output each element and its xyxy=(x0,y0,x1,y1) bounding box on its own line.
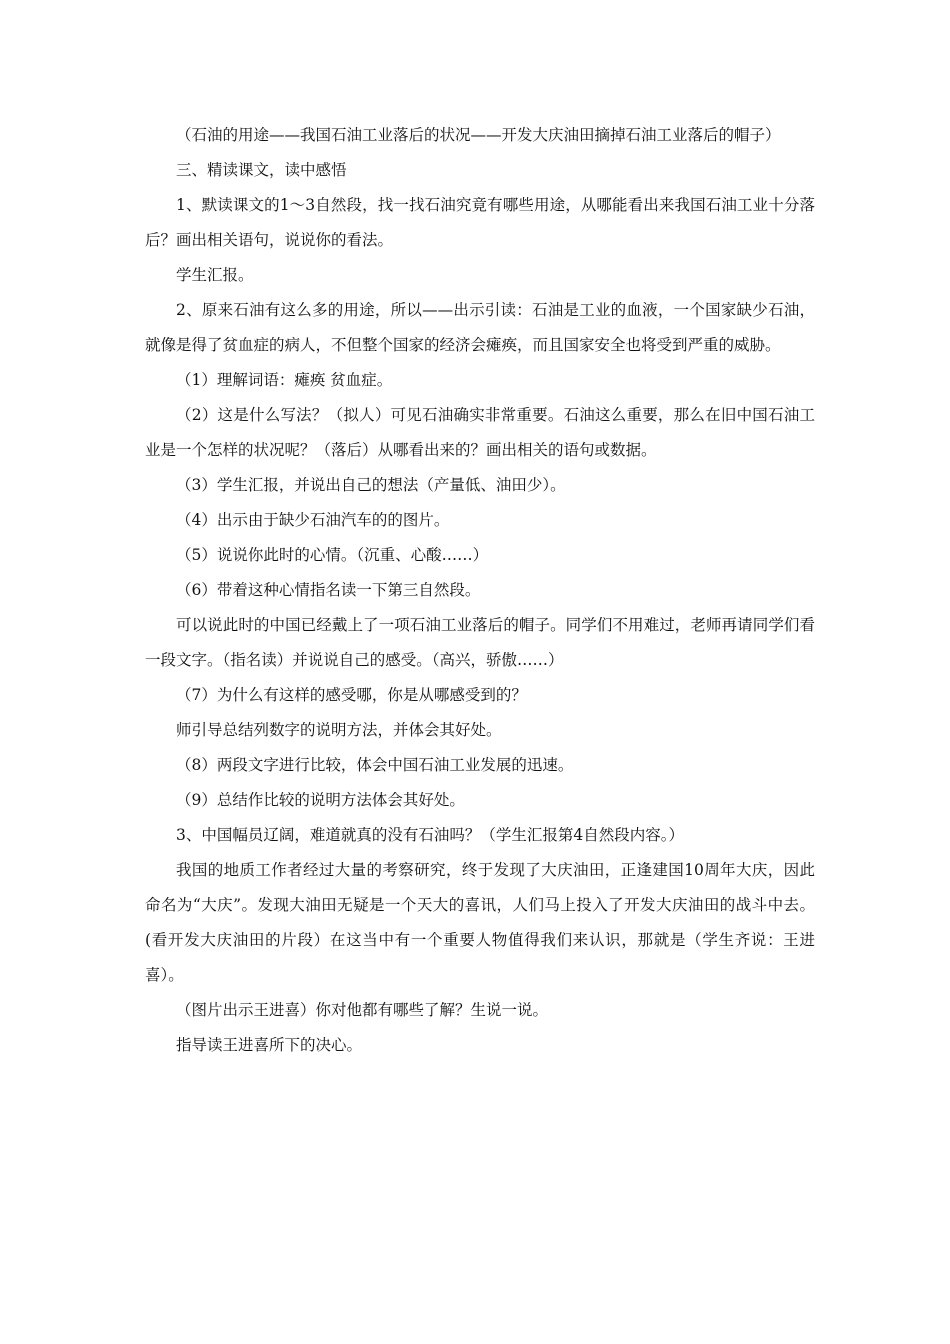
paragraph-item-1: （1）理解词语：瘫痪 贫血症。 xyxy=(176,371,393,389)
paragraph-item-6: （6）带着这种心情指名读一下第三自然段。 xyxy=(176,581,481,599)
paragraph: 师引导总结列数字的说明方法，并体会其好处。 xyxy=(176,721,502,739)
paragraph-step-2: 2、原来石油有这么多的用途，所以——出示引读：石油是工业的血液，一个国家缺少石油，就像是得了贫血症的病人，不但整个国家的经济会瘫痪，而且国家安全也将受到严重的威胁。 xyxy=(145,301,815,354)
paragraph-step-1: 1、默读课文的1～3自然段，找一找石油究竟有哪些用途，从哪能看出来我国石油工业十分落后？画出相关语句，说说你的看法。 xyxy=(145,196,815,249)
paragraph-outline: （石油的用途——我国石油工业落后的状况——开发大庆油田摘掉石油工业落后的帽子） xyxy=(176,126,781,144)
section-heading: 三、精读课文，读中感悟 xyxy=(176,161,347,179)
paragraph-item-7: （7）为什么有这样的感受哪，你是从哪感受到的？ xyxy=(176,686,527,704)
paragraph-item-5: （5）说说你此时的心情。（沉重、心酸……） xyxy=(176,546,489,564)
paragraph-item-9: （9）总结作比较的说明方法体会其好处。 xyxy=(176,791,465,809)
paragraph: （图片出示王进喜）你对他都有哪些了解？生说一说。 xyxy=(176,1001,549,1019)
paragraph-item-3: （3）学生汇报，并说出自己的想法（产量低、油田少）。 xyxy=(176,476,566,494)
paragraph-item-8: （8）两段文字进行比较，体会中国石油工业发展的迅速。 xyxy=(176,756,574,774)
paragraph: 指导读王进喜所下的决心。 xyxy=(176,1036,363,1054)
paragraph: 可以说此时的中国已经戴上了一项石油工业落后的帽子。同学们不用难过，老师再请同学们看一段文字。（指名读）并说说自己的感受。（高兴，骄傲……） xyxy=(145,616,815,669)
paragraph-step-3: 3、中国幅员辽阔，难道就真的没有石油吗？（学生汇报第4自然段内容。） xyxy=(176,826,684,844)
paragraph: 我国的地质工作者经过大量的考察研究，终于发现了大庆油田，正逢建国10周年大庆，因此命名为“大庆”。发现大油田无疑是一个天大的喜讯，人们马上投入了开发大庆油田的战斗中去。(看开发大庆油田的片段）在这当中有一个重要人物值得我们来认识，那就是（学生齐说：王进喜）。 xyxy=(145,861,815,984)
paragraph: 学生汇报。 xyxy=(176,266,254,284)
paragraph-item-4: （4）出示由于缺少石油汽车的的图片。 xyxy=(176,511,450,529)
paragraph-item-2: （2）这是什么写法？（拟人）可见石油确实非常重要。石油这么重要，那么在旧中国石油工业是一个怎样的状况呢？（落后）从哪看出来的？画出相关的语句或数据。 xyxy=(145,406,815,459)
document-body xyxy=(145,118,815,1063)
